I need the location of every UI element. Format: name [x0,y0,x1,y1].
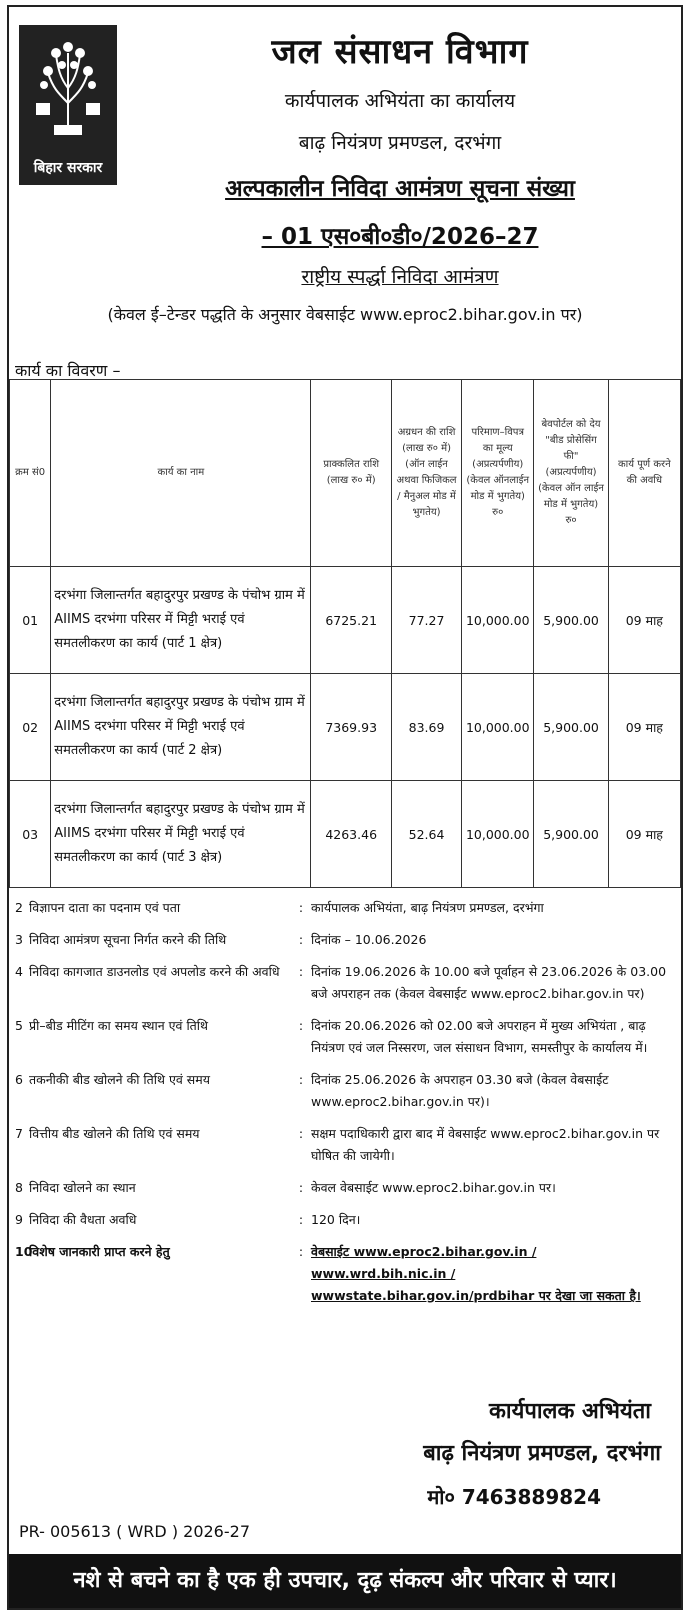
emd-cell: 52.64 [391,781,461,888]
bihar-government-logo [19,25,117,185]
detail-value: दिनांक 25.06.2026 के अपराहन 03.30 बजे (केवल वेबसाईट www.eproc2.bihar.gov.in पर)। [311,1072,609,1109]
notice-header [9,7,681,355]
logo-text: बिहार सरकार [33,160,103,176]
detail-label: प्री–बीड मीटिंग का समय स्थान एवं तिथि [29,1018,209,1033]
column-header: कार्य पूर्ण करने की अवधि [608,380,680,567]
detail-number: 3 [15,932,23,947]
detail-value: दिनांक 19.06.2026 के 10.00 बजे पूर्वाहन से 23.06.2026 के 03.00 बजे अपराहन तक (केवल वेबसाईट www.eproc2.bihar.gov.in पर) [311,964,667,1001]
footer-slogan: नशे से बचने का है एक ही उपचार, दृढ़ संकल्प और परिवार से प्यार। [9,1554,681,1608]
detail-separator: : [298,900,304,915]
table-row [10,674,681,781]
detail-row [15,1177,675,1199]
bihar-government-emblem-icon [28,33,108,143]
detail-value: सक्षम पदाधिकारी द्वारा बाद में वेबसाईट www.eproc2.bihar.gov.in पर घोषित की जायेगी। [311,1126,660,1163]
pr-number: PR- 005613 ( WRD ) 2026-27 [19,1522,250,1541]
detail-row [15,1069,675,1113]
detail-label: विज्ञापन दाता का पदनाम एवं पता [29,900,181,915]
detail-separator: : [298,932,304,947]
detail-row [15,929,675,951]
estimate-cell: 7369.93 [311,674,392,781]
work-details-label: कार्य का विवरण – [15,361,121,380]
detail-separator: : [298,1018,304,1033]
detail-number: 6 [15,1072,23,1087]
estimate-cell: 4263.46 [311,781,392,888]
detail-separator: : [298,1244,304,1259]
period-cell: 09 माह [608,674,680,781]
detail-number: 10 [15,1244,33,1259]
detail-separator: : [298,1126,304,1141]
column-header: परिमाण–विपत्र का मूल्य (अप्रत्यर्पणीय) (केवल ऑनलाईन मोड में भुगतेय) रु० [462,380,534,567]
detail-number: 4 [15,964,23,979]
detail-separator: : [298,1072,304,1087]
boq-cost-cell: 10,000.00 [462,674,534,781]
office-name: कार्यपालक अभियंता का कार्यालय [284,90,516,112]
detail-row [15,1241,675,1307]
serial-cell: 01 [10,567,51,674]
estimate-cell: 6725.21 [311,567,392,674]
boq-cost-cell: 10,000.00 [462,781,534,888]
detail-separator: : [298,1180,304,1195]
detail-label: वित्तीय बीड खोलने की तिथि एवं समय [29,1126,200,1141]
notice-number: – 01 एस०बी०डी०/2026–27 [261,224,539,250]
emd-cell: 83.69 [391,674,461,781]
processing-fee-cell: 5,900.00 [534,781,608,888]
detail-label: तकनीकी बीड खोलने की तिथि एवं समय [29,1072,210,1087]
tender-mode: (केवल ई–टेन्डर पद्धति के अनुसार वेबसाईट www.eproc2.bihar.gov.in पर) [107,305,583,324]
processing-fee-cell: 5,900.00 [534,567,608,674]
table-row [10,567,681,674]
column-header: अग्रधन की राशि (लाख रु० में) (ऑन लाईन अथवा फिजिकल / मैनुअल मोड में भुगतेय) [391,380,461,567]
table-row [10,781,681,888]
detail-row [15,1015,675,1059]
detail-separator: : [298,964,304,979]
detail-label: निविदा आमंत्रण सूचना निर्गत करने की तिथि [29,932,227,947]
detail-row [15,1209,675,1231]
column-header: क्रम सं0 [10,380,51,567]
detail-number: 8 [15,1180,23,1195]
boq-cost-cell: 10,000.00 [462,567,534,674]
detail-value: दिनांक – 10.06.2026 [311,932,427,947]
work-name-cell: दरभंगा जिलान्तर्गत बहादुरपुर प्रखण्ड के पंचोभ ग्राम में AIIMS दरभंगा परिसर में मिट्टी भराई एवं समतलीकरण का कार्य (पार्ट 3 क्षेत्र) [51,781,311,888]
column-header: प्राक्कलित राशि (लाख रु० में) [311,380,392,567]
detail-label: विशेष जानकारी प्राप्त करने हेतु [29,1244,170,1259]
work-name-cell: दरभंगा जिलान्तर्गत बहादुरपुर प्रखण्ड के पंचोभ ग्राम में AIIMS दरभंगा परिसर में मिट्टी भराई एवं समतलीकरण का कार्य (पार्ट 2 क्षेत्र) [51,674,311,781]
detail-row [15,897,675,919]
detail-row [15,1123,675,1167]
table-header-row [10,380,681,567]
notice-title: अल्पकालीन निविदा आमंत्रण सूचना संख्या [225,176,575,202]
notice-type: राष्ट्रीय स्पर्द्धा निविदा आमंत्रण [301,266,499,288]
detail-number: 5 [15,1018,23,1033]
detail-label: निविदा कागजात डाउनलोड एवं अपलोड करने की अवधि [29,964,280,979]
department-title: जल संसाधन विभाग [271,32,529,72]
detail-separator: : [298,1212,304,1227]
period-cell: 09 माह [608,781,680,888]
detail-row [15,961,675,1005]
detail-value: केवल वेबसाईट www.eproc2.bihar.gov.in पर। [311,1180,556,1195]
detail-value: 120 दिन। [311,1212,361,1227]
detail-value: वेबसाईट www.eproc2.bihar.gov.in / www.wrd.bih.nic.in / wwwstate.bihar.gov.in/prdbihar पर देखा जा सकता है। [311,1244,641,1303]
division-name: बाढ़ नियंत्रण प्रमण्डल, दरभंगा [298,132,502,154]
signatory-mobile: मो० 7463889824 [427,1485,601,1509]
emd-cell: 77.27 [391,567,461,674]
detail-value: दिनांक 20.06.2026 को 02.00 बजे अपराहन में मुख्य अभियंता , बाढ़ नियंत्रण एवं जल निस्सरण, जल संसाधन विभाग, समस्तीपुर के कार्यालय में। [311,1018,648,1055]
detail-number: 9 [15,1212,23,1227]
column-header: कार्य का नाम [51,380,311,567]
tender-notice [7,5,683,1610]
detail-label: निविदा खोलने का स्थान [29,1180,136,1195]
processing-fee-cell: 5,900.00 [534,674,608,781]
period-cell: 09 माह [608,567,680,674]
serial-cell: 03 [10,781,51,888]
column-header: बेवपोर्टल को देय "बीड प्रोसेसिंग फी" (अप्रत्यर्पणीय) (केवल ऑन लाईन मोड में भुगतेय) रु० [534,380,608,567]
detail-value: कार्यपालक अभियंता, बाढ़ नियंत्रण प्रमण्डल, दरभंगा [311,900,544,915]
detail-number: 2 [15,900,23,915]
detail-label: निविदा की वैधता अवधि [29,1212,137,1227]
work-name-cell: दरभंगा जिलान्तर्गत बहादुरपुर प्रखण्ड के पंचोभ ग्राम में AIIMS दरभंगा परिसर में मिट्टी भराई एवं समतलीकरण का कार्य (पार्ट 1 क्षेत्र) [51,567,311,674]
serial-cell: 02 [10,674,51,781]
works-table [9,379,681,888]
detail-number: 7 [15,1126,23,1141]
signatory-designation: कार्यपालक अभियंता [489,1399,651,1424]
signatory-division: बाढ़ नियंत्रण प्रमण्डल, दरभंगा [423,1441,661,1466]
tender-details-list [15,897,675,1317]
